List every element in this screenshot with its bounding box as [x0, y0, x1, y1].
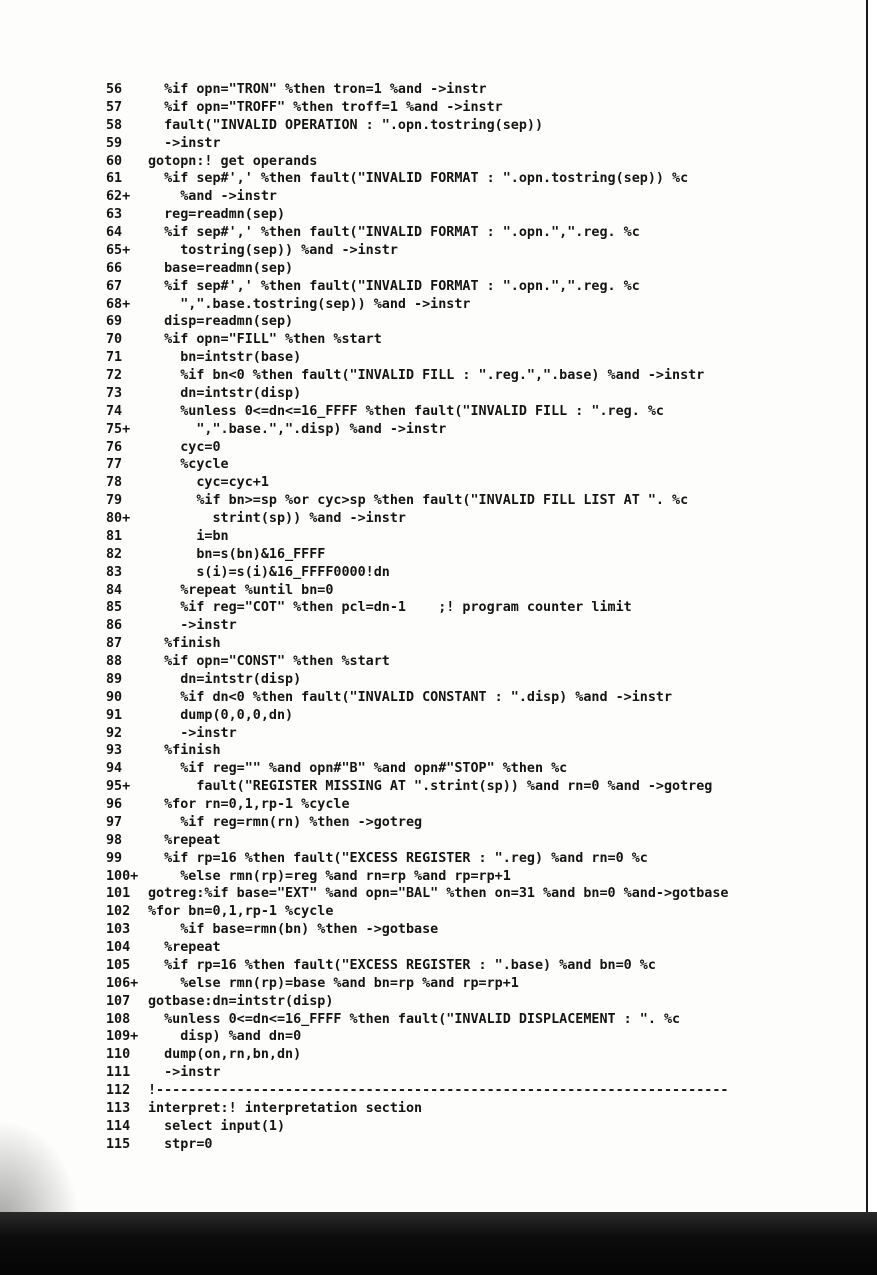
line-number: 68+ — [106, 296, 131, 312]
line-code: %finish — [148, 636, 221, 652]
line-number: 82 — [106, 546, 123, 562]
code-line — [106, 653, 796, 671]
line-number: 100+ — [106, 868, 139, 884]
line-number: 85 — [106, 600, 123, 616]
code-line — [106, 1064, 796, 1082]
line-number: 113 — [106, 1100, 131, 1116]
code-line — [106, 510, 796, 528]
code-line — [106, 170, 796, 188]
line-number: 81 — [106, 528, 123, 544]
code-line — [106, 296, 796, 314]
line-number: 78 — [106, 475, 123, 491]
line-number: 108 — [106, 1011, 131, 1027]
line-code: ->instr — [148, 725, 237, 741]
line-code: dn=intstr(disp) — [148, 671, 302, 687]
line-number: 61 — [106, 171, 123, 187]
line-number: 80+ — [106, 511, 131, 526]
code-line — [106, 224, 796, 242]
line-code: %if reg="COT" %then pcl=dn-1 ;! program counter limit — [148, 600, 632, 616]
line-number: 72 — [106, 368, 123, 383]
line-number: 64 — [106, 225, 123, 240]
line-code: disp=readmn(sep) — [148, 314, 294, 330]
line-number: 98 — [106, 832, 123, 848]
code-line — [106, 385, 796, 403]
code-line — [106, 242, 796, 260]
line-code: %if bn>=sp %or cyc>sp %then fault("INVALID FILL LIST AT ". %c — [148, 493, 689, 509]
code-line — [106, 635, 796, 653]
line-number: 110 — [106, 1047, 131, 1063]
line-code: reg=readmn(sep) — [148, 207, 286, 223]
code-line — [106, 564, 796, 582]
line-number: 101 — [106, 886, 131, 902]
code-line — [106, 403, 796, 421]
line-number: 95+ — [106, 779, 131, 795]
line-number: 107 — [106, 993, 131, 1009]
line-number: 103 — [106, 922, 131, 938]
code-line — [106, 707, 796, 725]
line-number: 57 — [106, 99, 123, 115]
line-number: 70 — [106, 332, 123, 348]
line-number: 73 — [106, 385, 123, 401]
code-line — [106, 939, 796, 957]
code-line — [106, 99, 796, 117]
code-line — [106, 367, 796, 385]
code-line — [106, 474, 796, 492]
line-code: %unless 0<=dn<=16_FFFF %then fault("INVALID DISPLACEMENT : ". %c — [148, 1011, 681, 1027]
line-number: 87 — [106, 636, 123, 652]
line-number: 114 — [106, 1118, 131, 1134]
line-number: 105 — [106, 957, 131, 973]
code-line — [106, 868, 796, 886]
line-code: tostring(sep)) %and ->instr — [148, 242, 398, 258]
line-code: gotopn:! get operands — [148, 153, 318, 169]
line-code: gotreg:%if base="EXT" %and opn="BAL" %then on=31 %and bn=0 %and->gotbase — [148, 886, 729, 902]
line-number: 93 — [106, 743, 123, 759]
code-line — [106, 617, 796, 635]
line-code: %else rmn(rp)=reg %and rn=rp %and rp=rp+1 — [148, 868, 511, 884]
code-line — [106, 188, 796, 206]
line-code: %if opn="TROFF" %then troff=1 %and ->instr — [148, 99, 503, 115]
code-line — [106, 689, 796, 707]
line-code: i=bn — [148, 528, 229, 544]
line-code: dump(on,rn,bn,dn) — [148, 1047, 302, 1063]
line-code: dn=intstr(disp) — [148, 385, 302, 401]
line-number: 102 — [106, 904, 131, 920]
code-line — [106, 349, 796, 367]
line-number: 90 — [106, 689, 123, 705]
code-line — [106, 814, 796, 832]
line-code: ->instr — [148, 618, 237, 634]
code-line — [106, 760, 796, 778]
code-line — [106, 421, 796, 439]
code-line — [106, 135, 796, 153]
line-code: s(i)=s(i)&16_FFFF0000!dn — [148, 564, 390, 580]
line-code: %for rn=0,1,rp-1 %cycle — [148, 797, 350, 812]
code-line — [106, 206, 796, 224]
code-line — [106, 921, 796, 939]
line-code: interpret:! interpretation section — [148, 1100, 423, 1116]
line-code: ",".base.tostring(sep)) %and ->instr — [148, 296, 471, 312]
line-code: %finish — [148, 743, 221, 759]
scan-bottom-shadow — [0, 1212, 877, 1275]
code-listing — [106, 81, 796, 1154]
line-code: base=readmn(sep) — [148, 260, 294, 276]
code-line — [106, 1136, 796, 1154]
code-line — [106, 528, 796, 546]
code-line — [106, 1028, 796, 1046]
line-code: %if reg=rmn(rn) %then ->gotreg — [148, 814, 423, 830]
line-number: 69 — [106, 314, 123, 330]
line-code: %if opn="FILL" %then %start — [148, 332, 382, 348]
line-code: cyc=0 — [148, 439, 221, 455]
line-number: 83 — [106, 564, 123, 580]
code-line — [106, 778, 796, 796]
line-number: 63 — [106, 207, 123, 223]
line-number: 74 — [106, 403, 123, 419]
line-number: 75+ — [106, 421, 131, 437]
line-code: ->instr — [148, 1065, 221, 1081]
line-code: fault("INVALID OPERATION : ".opn.tostring(sep)) — [148, 117, 544, 133]
line-code: gotbase:dn=intstr(disp) — [148, 993, 334, 1009]
line-code: %repeat — [148, 832, 221, 848]
code-line — [106, 975, 796, 993]
code-line — [106, 456, 796, 474]
line-code: cyc=cyc+1 — [148, 475, 269, 491]
code-line — [106, 742, 796, 760]
line-number: 86 — [106, 618, 123, 634]
line-code: %and ->instr — [148, 189, 277, 205]
line-number: 76 — [106, 439, 123, 455]
code-line — [106, 331, 796, 349]
line-number: 66 — [106, 260, 123, 276]
code-line — [106, 260, 796, 278]
code-line — [106, 1011, 796, 1029]
line-code: stpr=0 — [148, 1136, 213, 1152]
code-line — [106, 278, 796, 296]
line-code: %for bn=0,1,rp-1 %cycle — [148, 904, 334, 920]
code-line — [106, 439, 796, 457]
line-code: %if sep#',' %then fault("INVALID FORMAT : ".opn.",".reg. %c — [148, 278, 640, 294]
line-number: 89 — [106, 671, 123, 687]
line-number: 88 — [106, 654, 123, 669]
code-line — [106, 1082, 796, 1100]
code-line — [106, 957, 796, 975]
line-number: 94 — [106, 761, 123, 777]
line-code: %repeat %until bn=0 — [148, 582, 334, 598]
line-number: 97 — [106, 814, 123, 830]
line-number: 91 — [106, 707, 123, 723]
line-number: 56 — [106, 82, 123, 97]
line-code: %cycle — [148, 457, 229, 473]
line-number: 84 — [106, 582, 123, 598]
code-line — [106, 117, 796, 135]
code-line — [106, 725, 796, 743]
line-code: %if bn<0 %then fault("INVALID FILL : ".reg.",".base) %and ->instr — [148, 368, 705, 383]
line-code: select input(1) — [148, 1118, 286, 1134]
line-code: %unless 0<=dn<=16_FFFF %then fault("INVALID FILL : ".reg. %c — [148, 403, 664, 419]
line-code: !----------------------------------------------------------------------- — [148, 1083, 729, 1098]
code-line — [106, 850, 796, 868]
line-code: fault("REGISTER MISSING AT ".strint(sp)) %and rn=0 %and ->gotreg — [148, 779, 713, 795]
line-number: 99 — [106, 850, 123, 866]
line-code: disp) %and dn=0 — [148, 1029, 302, 1045]
line-code: %if sep#',' %then fault("INVALID FORMAT : ".opn.",".reg. %c — [148, 225, 640, 240]
line-number: 112 — [106, 1083, 131, 1098]
line-code: dump(0,0,0,dn) — [148, 707, 294, 723]
line-number: 115 — [106, 1136, 131, 1152]
line-number: 104 — [106, 940, 131, 955]
code-line — [106, 671, 796, 689]
line-code: %if rp=16 %then fault("EXCESS REGISTER : ".base) %and bn=0 %c — [148, 957, 656, 973]
line-code: %if base=rmn(bn) %then ->gotbase — [148, 922, 439, 938]
code-line — [106, 832, 796, 850]
scan-corner-shadow — [0, 1120, 80, 1220]
code-line — [106, 313, 796, 331]
code-line — [106, 1118, 796, 1136]
line-code: %if dn<0 %then fault("INVALID CONSTANT : ".disp) %and ->instr — [148, 689, 673, 705]
line-number: 62+ — [106, 189, 131, 205]
line-code: ->instr — [148, 135, 221, 151]
line-code: %if opn="TRON" %then tron=1 %and ->instr — [148, 82, 487, 97]
line-number: 111 — [106, 1065, 131, 1081]
code-line — [106, 582, 796, 600]
line-number: 96 — [106, 797, 123, 812]
line-code: %if rp=16 %then fault("EXCESS REGISTER : ".reg) %and rn=0 %c — [148, 850, 648, 866]
line-number: 59 — [106, 135, 123, 151]
code-line — [106, 993, 796, 1011]
code-line — [106, 885, 796, 903]
line-number: 71 — [106, 350, 123, 366]
line-code: strint(sp)) %and ->instr — [148, 511, 406, 526]
code-line — [106, 81, 796, 99]
line-code: %repeat — [148, 940, 221, 955]
code-line — [106, 1100, 796, 1118]
line-code: %if sep#',' %then fault("INVALID FORMAT : ".opn.tostring(sep)) %c — [148, 171, 689, 187]
line-number: 65+ — [106, 242, 131, 258]
line-code: bn=intstr(base) — [148, 350, 302, 366]
code-line — [106, 492, 796, 510]
line-number: 77 — [106, 457, 123, 473]
line-code: %if reg="" %and opn#"B" %and opn#"STOP" %then %c — [148, 761, 568, 777]
code-line — [106, 546, 796, 564]
code-line — [106, 903, 796, 921]
line-number: 58 — [106, 117, 123, 133]
line-number: 92 — [106, 725, 123, 741]
code-line — [106, 796, 796, 814]
line-number: 67 — [106, 278, 123, 294]
line-number: 60 — [106, 153, 123, 169]
code-line — [106, 1046, 796, 1064]
code-line — [106, 153, 796, 171]
line-number: 106+ — [106, 975, 139, 991]
line-code: %else rmn(rp)=base %and bn=rp %and rp=rp+1 — [148, 975, 519, 991]
code-line — [106, 599, 796, 617]
line-number: 79 — [106, 493, 123, 509]
line-code: ",".base.",".disp) %and ->instr — [148, 421, 447, 437]
line-code: bn=s(bn)&16_FFFF — [148, 546, 326, 562]
line-number: 109+ — [106, 1029, 139, 1045]
line-code: %if opn="CONST" %then %start — [148, 654, 390, 669]
